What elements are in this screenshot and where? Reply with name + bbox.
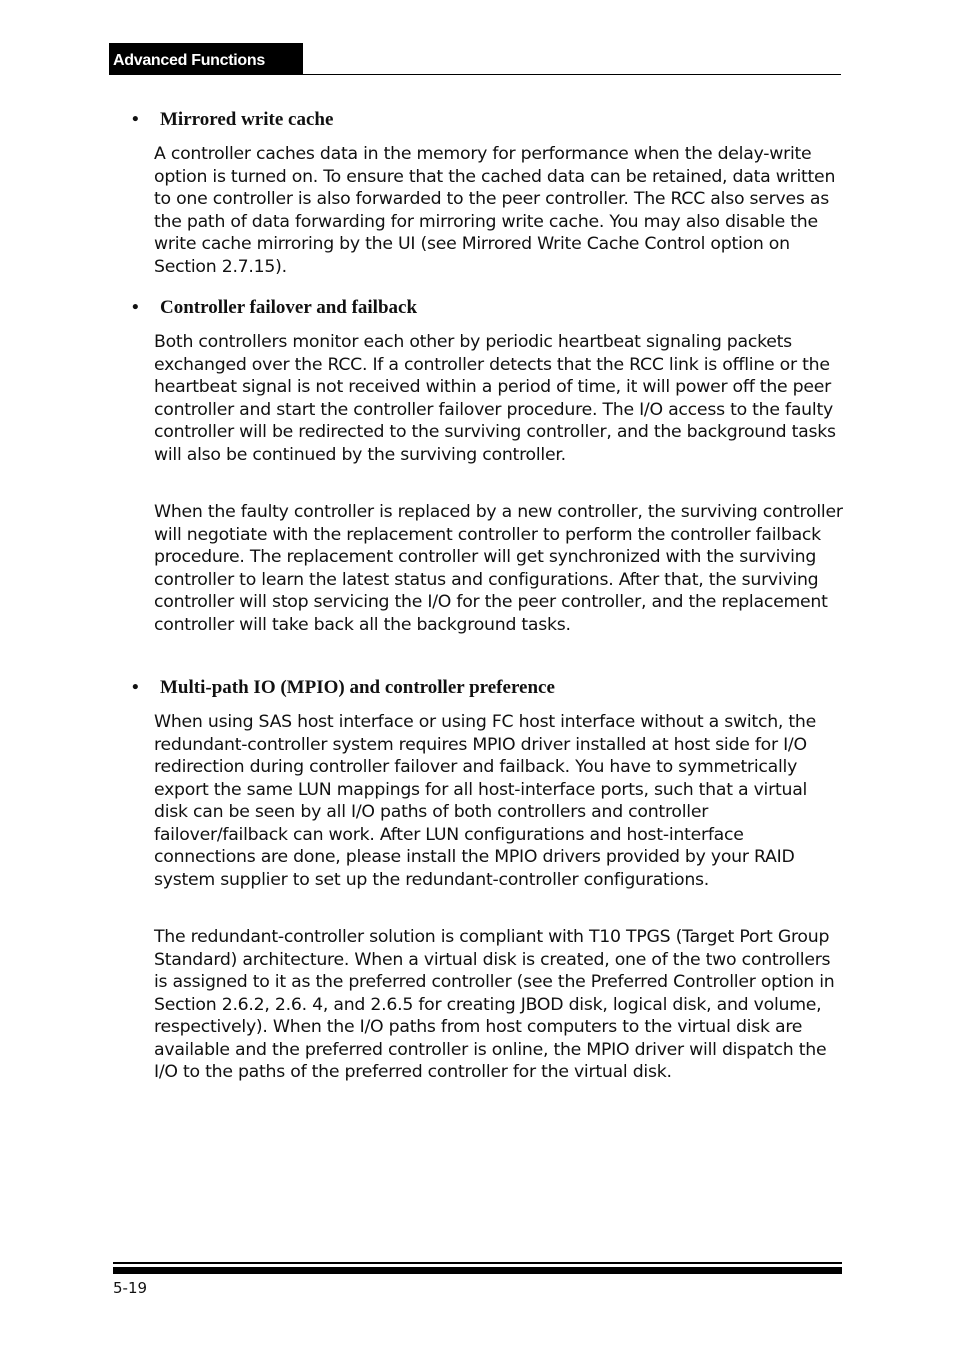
paragraph: A controller caches data in the memory for performance when the delay-write option is turned on. To ensure that the cached data can be retained, data written to one controller is also forwarded to the peer controller. The RCC also serves as the path of data forwarding for mirroring write cache. You may also disable the write cache mirroring by the UI (see Mirrored Write Cache Control option on Section 2.7.15). (154, 144, 836, 277)
heading-controller-failover (132, 296, 417, 320)
paragraph: When using SAS host interface or using FC host interface without a switch, the redundant-controller system requires MPIO driver installed at host side for I/O redirection during controller failover and failback. You have to symmetrically export the same LUN mappings for all host-interface ports, such that a virtual disk can be seen by all I/O paths of both controllers and controller failover/failback can work. After LUN configurations and host-interface connections are done, please install the MPIO drivers provided by your RAID system supplier to set up the redundant-controller configurations. (154, 712, 816, 890)
paragraph: Both controllers monitor each other by periodic heartbeat signaling packets exchanged over the RCC. If a controller detects that the RCC link is offline or the heartbeat signal is not received within a period of time, it will power off the peer controller and start the controller failover procedure. The I/O access to the faulty controller will be redirected to the surviving controller, and the background tasks will also be continued by the surviving controller. (154, 332, 836, 465)
footer-rule-thick (113, 1267, 842, 1274)
bullet-icon: • (132, 297, 139, 318)
heading-mirrored-write-cache (132, 108, 333, 132)
page-number: 5-19 (113, 1279, 148, 1297)
section-header-tab (109, 43, 303, 75)
bullet-icon: • (132, 677, 139, 698)
header-rule (303, 74, 841, 75)
paragraph: When the faulty controller is replaced by a new controller, the surviving controller will negotiate with the replacement controller to perform the controller failback procedure. The replacement controller will get synchronized with the surviving controller to learn the latest status and configurations. After that, the surviving controller will stop servicing the I/O for the peer controller, and the replacement controller will take back all the background tasks. (154, 502, 843, 635)
heading-mpio (132, 676, 555, 700)
section-header-label: Advanced Functions (113, 52, 265, 69)
bullet-icon: • (132, 109, 139, 130)
heading-text: Multi-path IO (MPIO) and controller preference (160, 677, 555, 698)
heading-text: Controller failover and failback (160, 297, 418, 318)
heading-text: Mirrored write cache (160, 109, 334, 130)
footer-rule-thin (113, 1262, 842, 1264)
paragraph: The redundant-controller solution is compliant with T10 TPGS (Target Port Group Standard) architecture. When a virtual disk is created, one of the two controllers is assigned to it as the preferred controller (see the Preferred Controller option in Section 2.6.2, 2.6. 4, and 2.6.5 for creating JBOD disk, logical disk, and volume, respectively). When the I/O paths from host computers to the virtual disk are available and the preferred controller is online, the MPIO driver will dispatch the I/O to the paths of the preferred controller for the virtual disk. (154, 927, 835, 1082)
